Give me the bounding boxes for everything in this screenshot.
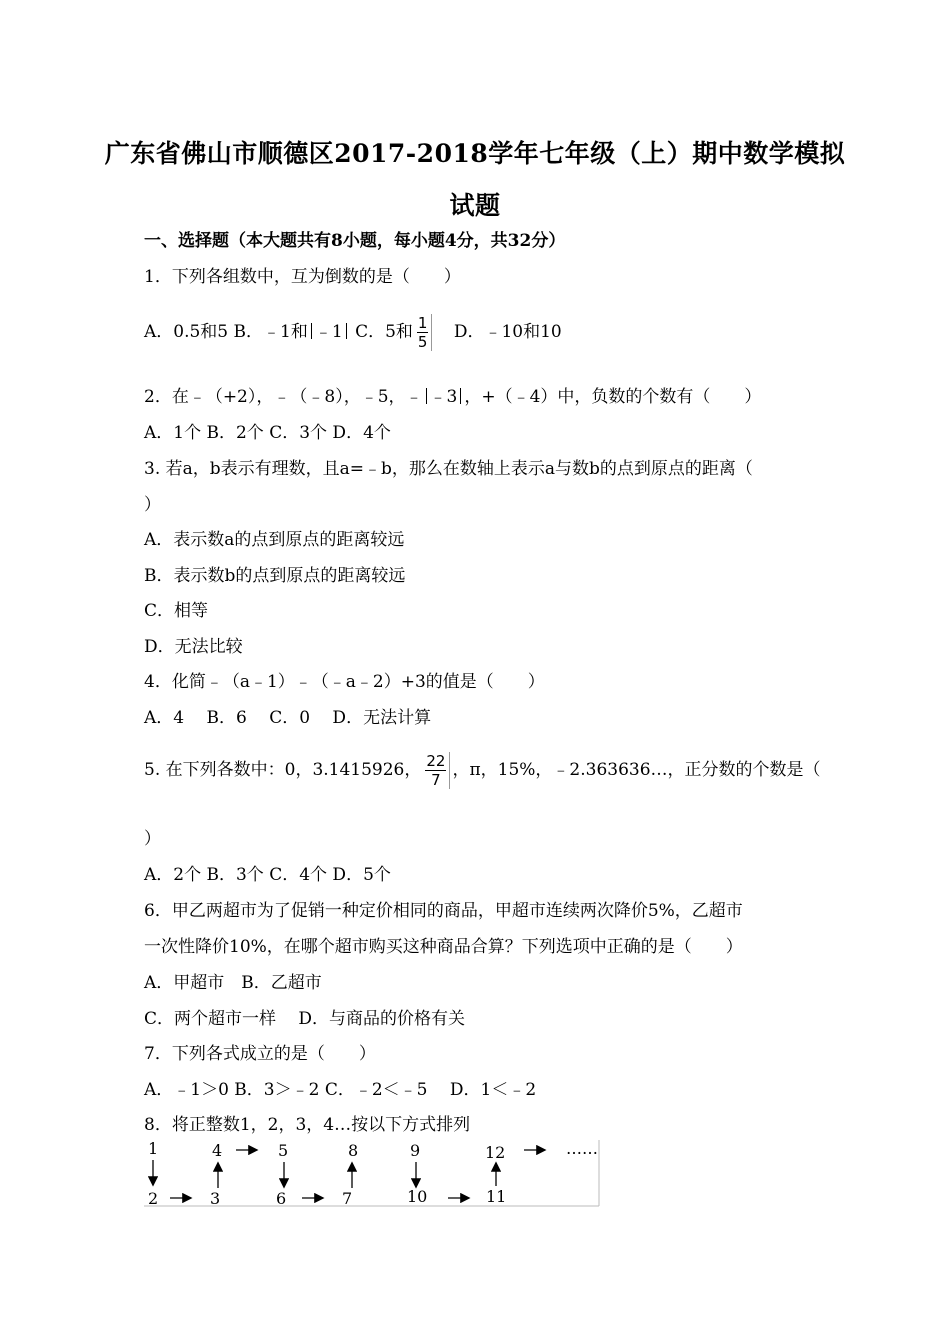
q8-stem: 8．将正整数1，2，3，4…按以下方式排列 [144,1115,471,1135]
fraction-one-fifth [415,314,433,351]
num-9: 9 [410,1141,421,1160]
q1-stem: 1．下列各组数中，互为倒数的是（ ） [144,267,461,287]
abs-bar-right [460,388,461,404]
num-5: 5 [278,1141,289,1160]
q6-stem-line-2: 一次性降价10%，在哪个超市购买这种商品合算？下列选项中正确的是（ ） [144,937,743,957]
q1-options [144,314,562,351]
section-heading: 一、选择题（本大题共有8小题，每小题4分，共32分） [144,231,566,251]
num-3: 3 [210,1189,221,1208]
q2-stem-part-2: ，+（﹣4）中，负数的个数有（ ） [464,387,762,407]
q2-stem-part-1: 2．在﹣（+2），﹣（﹣8），﹣5，﹣ [144,387,423,407]
ellipsis: …… [566,1139,598,1158]
q6-options-cd: C．两个超市一样 D．与商品的价格有关 [144,1009,466,1029]
q5-stem-cont: ） [144,829,161,849]
fraction-numerator: 1 [417,314,428,332]
arrangement-diagram [144,1136,600,1208]
q4-options: A．4 B．6 C．0 D．无法计算 [144,708,432,728]
q8-arrangement-figure [144,1136,600,1208]
q3-option-c: C．相等 [144,601,209,621]
q1-option-ab: A．0.5和5 B．﹣1和 [144,322,308,342]
abs-bar-right [346,323,347,339]
q3-option-b: B．表示数b的点到原点的距离较远 [144,566,406,586]
q4-stem: 4．化简﹣（a﹣1）﹣（﹣a﹣2）+3的值是（ ） [144,672,545,692]
num-11: 11 [486,1187,507,1206]
q7-stem: 7．下列各式成立的是（ ） [144,1044,376,1064]
num-6: 6 [276,1189,287,1208]
q7-options: A．﹣1＞0 B．3＞﹣2 C．﹣2＜﹣5 D．1＜﹣2 [144,1080,537,1100]
q3-stem-cont: ） [144,495,161,515]
q5-stem [144,752,821,789]
q5-stem-part-1: 5. 在下列各数中：0，3.1415926， [144,760,422,780]
q6-options-ab: A．甲超市 B．乙超市 [144,973,322,993]
fraction-denominator: 7 [431,771,441,789]
num-4: 4 [212,1141,223,1160]
q2-stem [144,382,761,407]
q3-stem: 3. 若a，b表示有理数，且a=﹣b，那么在数轴上表示a与数b的点到原点的距离（ [144,459,753,479]
abs-bar-left [426,388,427,404]
q6-stem-line-1: 6．甲乙两超市为了促销一种定价相同的商品，甲超市连续两次降价5%，乙超市 [144,901,743,921]
fraction-numerator: 22 [426,752,446,770]
num-10: 10 [407,1187,428,1206]
fraction-22-7 [423,752,450,789]
abs-bar-left [311,323,312,339]
num-2: 2 [148,1189,159,1208]
q5-options: A．2个 B．3个 C．4个 D．5个 [144,865,391,885]
q1-option-b-abs: ﹣1 [314,322,343,342]
q1-option-c: C．5和 [355,322,413,342]
fraction-denominator: 5 [417,333,428,351]
num-1: 1 [148,1139,159,1158]
q3-option-a: A．表示数a的点到原点的距离较远 [144,530,405,550]
num-8: 8 [348,1141,359,1160]
q1-option-d: D．﹣10和10 [453,322,562,342]
page-title-line-2: 试题 [449,191,501,220]
q2-options: A．1个 B．2个 C．3个 D．4个 [144,423,391,443]
q2-stem-abs: ﹣3 [429,387,458,407]
num-12: 12 [485,1143,506,1162]
q5-stem-part-2: ，π，15%，﹣2.363636…，正分数的个数是（ [452,760,821,780]
page-title-line-1: 广东省佛山市顺德区2017-2018学年七年级（上）期中数学模拟 [104,139,846,168]
q3-option-d: D．无法比较 [144,637,243,657]
num-7: 7 [342,1189,353,1208]
